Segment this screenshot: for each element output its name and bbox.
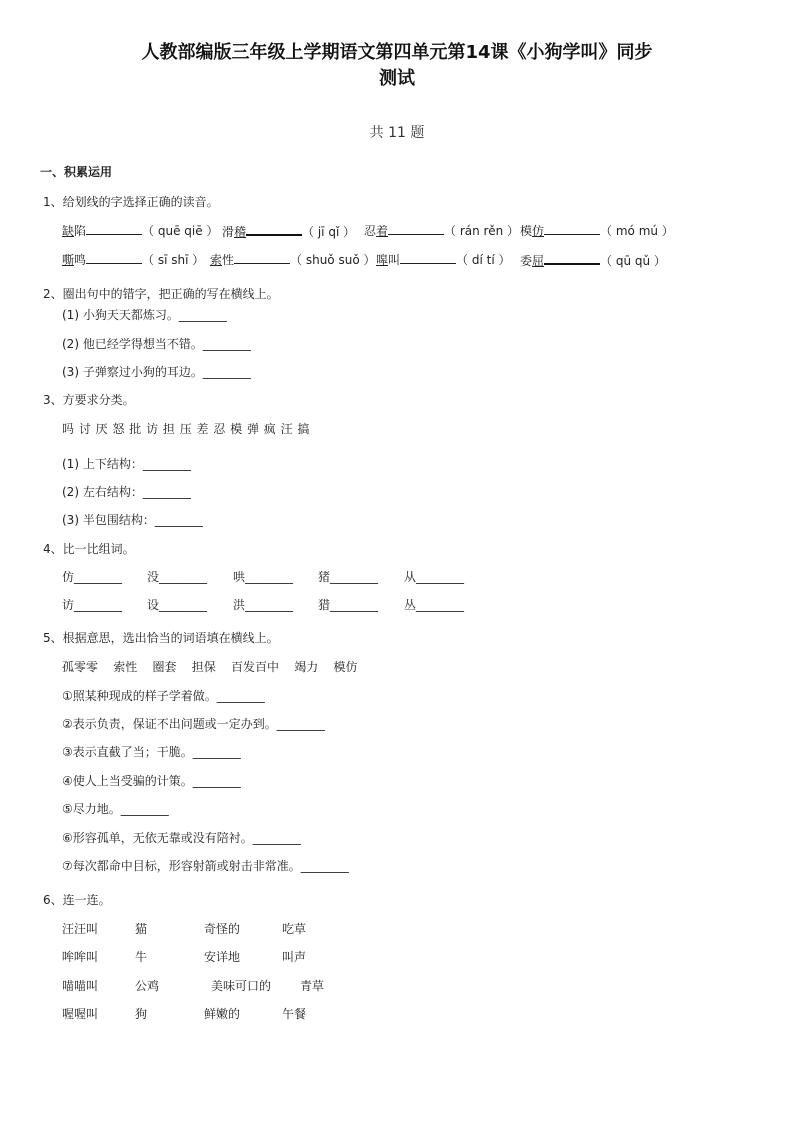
- q6-animal[interactable]: 猫: [135, 922, 148, 936]
- q1-underlined-char: 屈: [532, 254, 545, 268]
- q4-stem: 4、比一比组词。: [43, 542, 135, 556]
- q3-item[interactable]: (1) 上下结构：________: [62, 457, 191, 471]
- q1-underlined-char: 索: [210, 253, 223, 267]
- q1-underlined-char: 嗥: [376, 253, 389, 267]
- q1-item: [376, 251, 510, 268]
- q1-item: [222, 222, 355, 240]
- q6-animal[interactable]: 牛: [135, 950, 148, 964]
- q1-pinyin: （ dí tí ）: [456, 253, 511, 267]
- q5-item[interactable]: ④使人上当受骗的计策。________: [62, 774, 241, 788]
- q5-item[interactable]: ③表示直截了当；干脆。________: [62, 745, 241, 759]
- q1-item: [520, 222, 674, 239]
- q4-item[interactable]: 设________: [147, 598, 208, 612]
- q6-noun[interactable]: 午餐: [282, 1007, 307, 1021]
- q1-underlined-char: 仿: [532, 224, 545, 238]
- answer-blank[interactable]: [400, 251, 456, 264]
- answer-blank[interactable]: [544, 251, 600, 265]
- answer-blank[interactable]: [86, 251, 142, 264]
- q3-char-list: 吗 讨 厌 怒 批 访 担 压 差 忍 模 弹 疯 汪 搞: [62, 422, 310, 436]
- q1-item: [520, 251, 666, 269]
- q1-char: 叫: [388, 253, 401, 267]
- q6-adjective[interactable]: 安详地: [204, 950, 241, 964]
- answer-blank[interactable]: [246, 222, 302, 236]
- q1-stem: 1、给划线的字选择正确的读音。: [43, 195, 219, 209]
- q1-char: 委: [520, 254, 533, 268]
- q1-pinyin: （ rán rěn ）: [444, 224, 520, 238]
- q6-adjective[interactable]: 鲜嫩的: [204, 1007, 241, 1021]
- q1-pinyin: （ shuǒ suǒ ）: [290, 253, 376, 267]
- q6-noun[interactable]: 叫声: [282, 950, 307, 964]
- q3-item[interactable]: (2) 左右结构：________: [62, 485, 191, 499]
- q6-adjective[interactable]: 奇怪的: [204, 922, 241, 936]
- q5-item[interactable]: ②表示负责，保证不出问题或一定办到。________: [62, 717, 325, 731]
- doc-title-line2: 测试: [379, 68, 415, 89]
- q4-item[interactable]: 丛________: [404, 598, 465, 612]
- q1-underlined-char: 缺: [62, 224, 75, 238]
- q6-noun[interactable]: 青草: [300, 979, 325, 993]
- q6-sound[interactable]: 汪汪叫: [62, 922, 99, 936]
- q3-stem: 3、方要求分类。: [43, 393, 135, 407]
- q1-char: 性: [222, 253, 235, 267]
- q1-char: 忍: [364, 224, 377, 238]
- q2-item[interactable]: (1) 小狗天天都炼习。________: [62, 308, 227, 322]
- answer-blank[interactable]: [544, 222, 600, 235]
- q4-item[interactable]: 访________: [62, 598, 123, 612]
- q1-pinyin: （ mó mú ）: [600, 224, 674, 238]
- q6-animal[interactable]: 公鸡: [135, 979, 160, 993]
- q4-item[interactable]: 洪________: [233, 598, 294, 612]
- q1-item: [210, 251, 375, 268]
- answer-blank[interactable]: [388, 222, 444, 235]
- q3-item[interactable]: (3) 半包围结构：________: [62, 513, 203, 527]
- q5-item[interactable]: ⑦每次都命中目标，形容射箭或射击非常准。________: [62, 859, 349, 873]
- q4-item[interactable]: 没________: [147, 570, 208, 584]
- q6-noun[interactable]: 吃草: [282, 922, 307, 936]
- q5-stem: 5、根据意思，选出恰当的词语填在横线上。: [43, 631, 279, 645]
- q1-pinyin: （ qū qǔ ）: [600, 254, 666, 268]
- q5-item[interactable]: ①照某种现成的样子学着做。________: [62, 689, 265, 703]
- doc-title-line1: 人教部编版三年级上学期语文第四单元第14课《小狗学叫》同步: [141, 42, 653, 63]
- q4-item[interactable]: 从________: [404, 570, 465, 584]
- q1-pinyin: （ sī shī ）: [142, 253, 205, 267]
- answer-blank[interactable]: [234, 251, 290, 264]
- q1-item: [364, 222, 519, 239]
- q1-pinyin: （ quē qiē ）: [142, 224, 219, 238]
- q1-char: 滑: [222, 225, 235, 239]
- q4-item[interactable]: 哄________: [233, 570, 294, 584]
- q1-item: [62, 222, 218, 239]
- q1-item: [62, 251, 204, 268]
- q1-pinyin: （ jī qǐ ）: [302, 225, 356, 239]
- section-heading: 一、积累运用: [40, 165, 113, 179]
- q6-sound[interactable]: 喔喔叫: [62, 1007, 99, 1021]
- question-count: 共 11 题: [369, 125, 425, 141]
- q1-underlined-char: 稽: [234, 225, 247, 239]
- q2-item[interactable]: (3) 子弹察过小狗的耳边。________: [62, 365, 251, 379]
- q1-underlined-char: 着: [376, 224, 389, 238]
- q1-char: 模: [520, 224, 533, 238]
- q5-item[interactable]: ⑥形容孤单，无依无靠或没有陪衬。________: [62, 831, 301, 845]
- q1-char: 陷: [74, 224, 87, 238]
- q1-char: 鸣: [74, 253, 87, 267]
- q4-item[interactable]: 仿________: [62, 570, 123, 584]
- q6-adjective[interactable]: 美味可口的: [211, 979, 272, 993]
- q5-item[interactable]: ⑤尽力地。________: [62, 802, 169, 816]
- q6-sound[interactable]: 喵喵叫: [62, 979, 99, 993]
- answer-blank[interactable]: [86, 222, 142, 235]
- q4-item[interactable]: 猎________: [318, 598, 379, 612]
- q6-sound[interactable]: 哞哞叫: [62, 950, 99, 964]
- q4-item[interactable]: 猪________: [318, 570, 379, 584]
- q5-word-bank: 孤零零 索性 圈套 担保 百发百中 竭力 模仿: [62, 660, 358, 674]
- q2-item[interactable]: (2) 他已经学得想当不错。________: [62, 337, 251, 351]
- q6-animal[interactable]: 狗: [135, 1007, 148, 1021]
- q6-stem: 6、连一连。: [43, 893, 111, 907]
- q2-stem: 2、圈出句中的错字，把正确的写在横线上。: [43, 287, 279, 301]
- q1-underlined-char: 嘶: [62, 253, 75, 267]
